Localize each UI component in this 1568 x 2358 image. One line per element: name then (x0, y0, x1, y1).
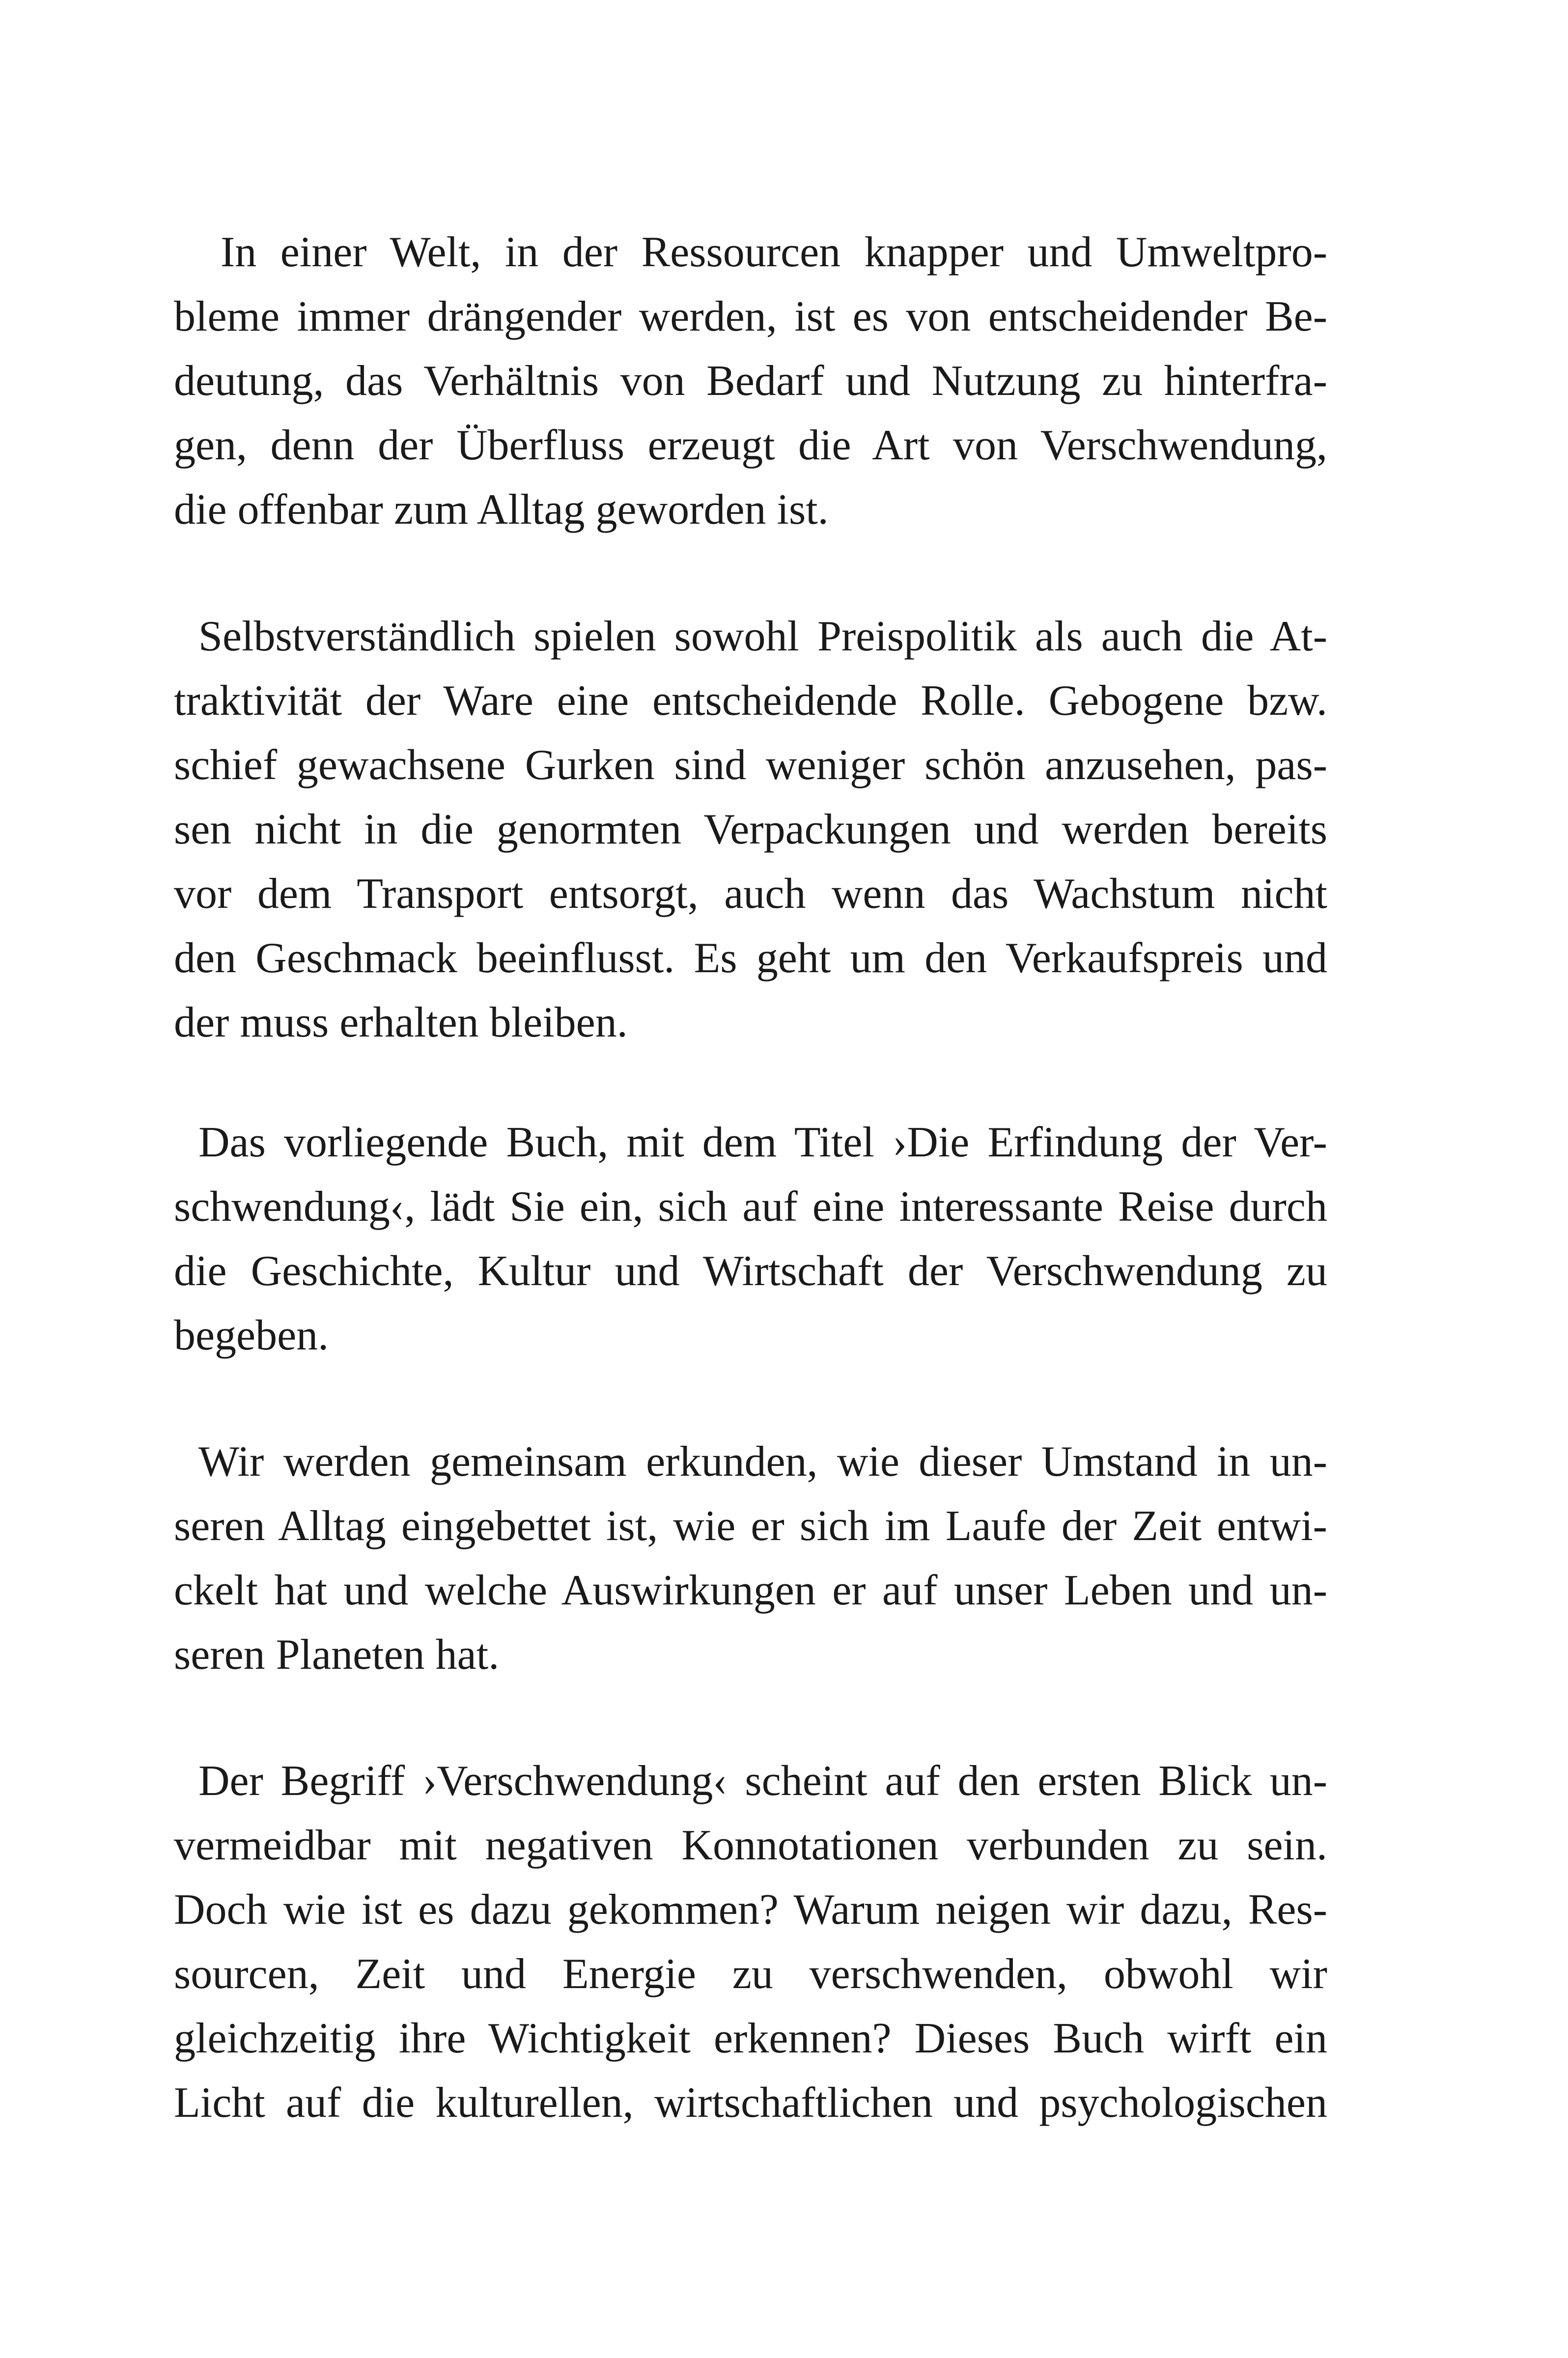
paragraph-4 (174, 1430, 1327, 1687)
text-line: gleichzeitig ihre Wichtigkeit erkennen? Dieses Buch wirft ein (174, 2015, 1327, 2062)
text-line: bleme immer drängender werden, ist es von entscheidender Be- (174, 293, 1327, 340)
text-line: deutung, das Verhältnis von Bedarf und Nutzung zu hinterfra- (174, 357, 1327, 405)
text-line: den Geschmack beeinflusst. Es geht um den Verkaufspreis und (174, 934, 1327, 982)
paragraph-5 (174, 1749, 1327, 2135)
text-line: Der Begriff ›Verschwendung‹ scheint auf den ersten Blick un- (198, 1757, 1327, 1805)
paragraph-2 (174, 604, 1327, 1055)
text-line: begeben. (174, 1312, 329, 1359)
text-line: die Geschichte, Kultur und Wirtschaft der Verschwendung zu (174, 1247, 1327, 1295)
paragraph-3 (174, 1110, 1327, 1368)
text-line: Licht auf die kulturellen, wirtschaftlichen und psychologischen (174, 2079, 1327, 2127)
text-line: Selbstverständlich spielen sowohl Preispolitik als auch die At- (198, 613, 1327, 660)
text-line: sen nicht in die genormten Verpackungen und werden bereits (174, 806, 1327, 853)
text-line: seren Planeten hat. (174, 1631, 500, 1679)
text-line: In einer Welt, in der Ressourcen knapper und Umweltpro- (221, 228, 1327, 276)
text-line: gen, denn der Überfluss erzeugt die Art von Verschwendung, (174, 421, 1327, 469)
text-line: ckelt hat und welche Auswirkungen er auf unser Leben und un- (174, 1567, 1327, 1614)
text-line: schwendung‹, lädt Sie ein, sich auf eine interessante Reise durch (174, 1183, 1327, 1231)
text-line: die offenbar zum Alltag geworden ist. (174, 486, 829, 533)
text-line: vor dem Transport entsorgt, auch wenn das Wachstum nicht (174, 870, 1327, 918)
text-line: traktivität der Ware eine entscheidende Rolle. Gebogene bzw. (174, 677, 1327, 725)
text-line: vermeidbar mit negativen Konnotationen verbunden zu sein. (174, 1822, 1327, 1869)
text-line: der muss erhalten bleiben. (174, 999, 628, 1046)
text-line: Doch wie ist es dazu gekommen? Warum neigen wir dazu, Res- (174, 1886, 1327, 1934)
text-line: sourcen, Zeit und Energie zu verschwenden, obwohl wir (174, 1950, 1327, 1998)
text-line: seren Alltag eingebettet ist, wie er sich im Laufe der Zeit entwi- (174, 1502, 1327, 1550)
paragraph-1 (174, 220, 1327, 542)
text-line: Das vorliegende Buch, mit dem Titel ›Die Erfindung der Ver- (198, 1119, 1327, 1166)
text-line: schief gewachsene Gurken sind weniger schön anzusehen, pas- (174, 741, 1327, 789)
text-line: Wir werden gemeinsam erkunden, wie dieser Umstand in un- (198, 1438, 1327, 1486)
